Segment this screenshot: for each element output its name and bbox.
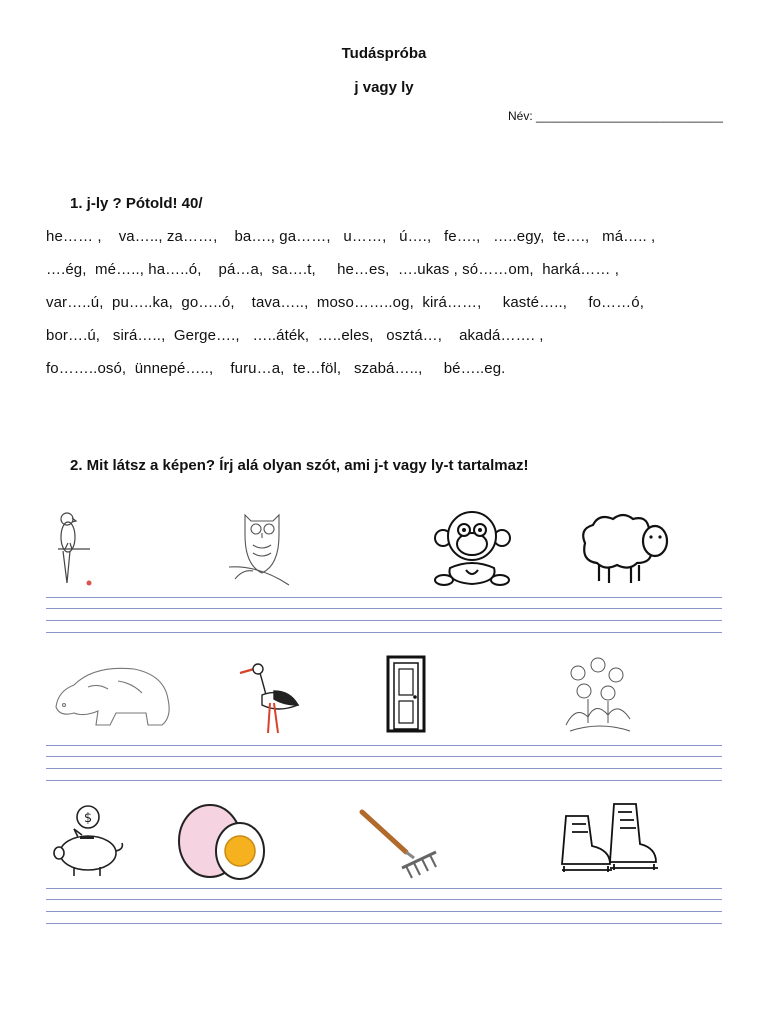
writing-lines[interactable] xyxy=(46,597,722,637)
egg-picture xyxy=(176,803,266,881)
task2-heading: 2. Mit látsz a képen? Írj alá olyan szót, ami j-t vagy ly-t tartalmaz! xyxy=(70,457,529,474)
sheep-picture xyxy=(575,513,673,585)
task1-line: bor….ú, sirá….., Gerge…., …..áték, …..eles, osztá…, akadá……. , xyxy=(46,327,544,344)
polar-bear-picture xyxy=(48,655,178,733)
svg-text:$: $ xyxy=(83,811,93,826)
owl-picture xyxy=(225,505,300,587)
ice-skates-picture xyxy=(558,800,660,880)
task1-line: var…..ú, pu…..ka, go…..ó, tava….., moso……..og, kirá……, kasté….., fo……ó, xyxy=(46,294,644,311)
writing-lines[interactable] xyxy=(46,888,722,928)
task1-heading: 1. j-ly ? Pótold! 40/ xyxy=(70,195,203,212)
task1-line: he…… , va….., za……, ba…., ga……, u……, ú…., fe…., …..egy, te…., má….. , xyxy=(46,228,656,245)
parakeet-picture xyxy=(48,505,98,590)
page-title: Tudáspróba xyxy=(341,45,427,62)
monkey-picture xyxy=(430,508,515,588)
rake-picture xyxy=(358,808,442,880)
stork-picture xyxy=(238,657,300,735)
page-subtitle: j vagy ly xyxy=(354,79,414,96)
violets-picture xyxy=(558,655,638,735)
task1-line: fo……..osó, ünnepé….., furu…a, te…föl, szabá….., bé…..eg. xyxy=(46,360,506,377)
writing-lines[interactable] xyxy=(46,745,722,785)
name-field: Név: ____________________________ xyxy=(508,109,723,123)
door-picture xyxy=(384,655,429,733)
task1-line: ….ég, mé….., ha…..ó, pá…a, sa….t, he…es, ….ukas , só……om, harká…… , xyxy=(46,261,619,278)
piggy-bank-picture xyxy=(48,803,126,878)
